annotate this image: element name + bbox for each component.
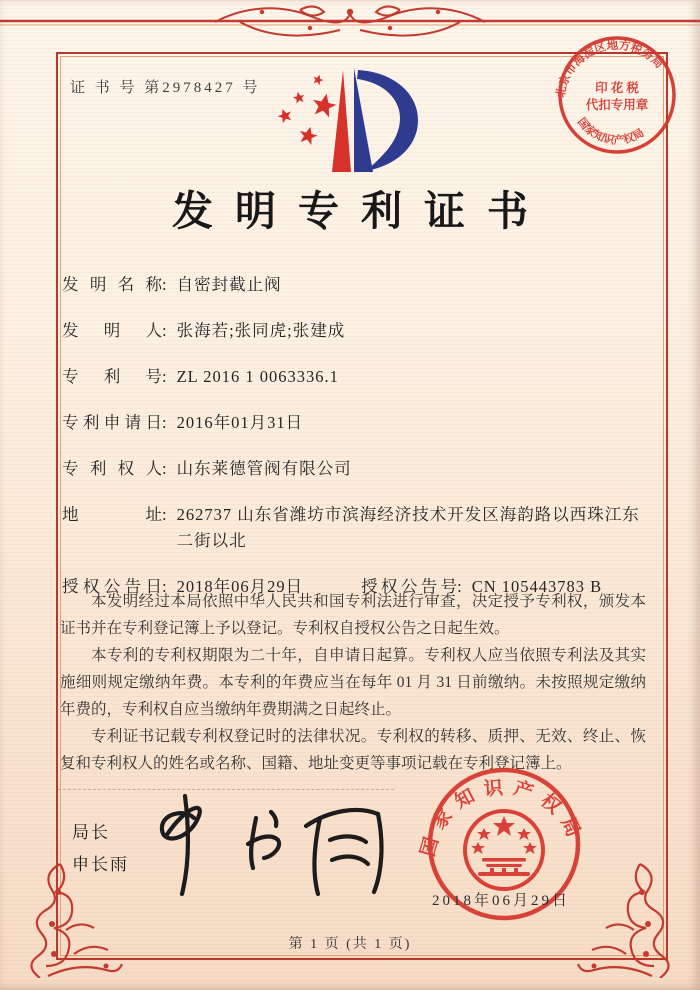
director-name: 申长雨 (72, 855, 129, 874)
director-block (72, 817, 129, 881)
tax-stamp-seal (552, 30, 682, 160)
cnipa-logo-icon (272, 58, 432, 180)
tax-seal-center-line2: 代扣专用章 (585, 98, 649, 112)
legal-paragraph-2: 本专利的专利权期限为二十年，自申请日起算。专利权人应当依照专利法及其实施细则规定缴纳年费。本专利的年费应当在每年 01 月 31 日前缴纳。未按照规定缴纳年费的，专利权自应当缴纳年费期满之日起终止。 (60, 647, 646, 718)
field-value: 山东莱德管阀有限公司 (176, 459, 352, 478)
field-label: 发明人 (62, 321, 162, 340)
colon: : (162, 413, 167, 432)
certificate-title: 发明专利证书 (172, 188, 550, 234)
legal-text-block (60, 588, 646, 777)
legal-paragraph-3: 专利证书记载专利权登记时的法律状况。专利权的转移、质押、无效、终止、恢复和专利权人的姓名或名称、国籍、地址变更等事项记载在专利登记簿上。 (60, 728, 646, 772)
field-value: ZL 2016 1 0063336.1 (176, 367, 339, 386)
field-value: 2016年01月31日 (176, 413, 304, 432)
colon: : (162, 321, 167, 340)
field-label: 专利号 (62, 367, 162, 386)
field-value: 自密封截止阀 (176, 275, 282, 294)
grant-date-value: 2018年06月29日 (176, 577, 304, 596)
colon: : (457, 577, 462, 596)
seal-date: 2018年06月29日 (432, 893, 571, 909)
field-label: 发明名称 (62, 275, 162, 294)
field-patentee (62, 456, 662, 482)
grant-date-label: 授权公告日 (62, 577, 162, 596)
field-value: 张海若;张同虎;张建成 (176, 321, 346, 340)
field-value: 262737 山东省潍坊市滨海经济技术开发区海韵路以西珠江东二街以北 (176, 505, 640, 550)
field-label: 专利申请日 (62, 413, 162, 432)
colon: : (162, 459, 167, 478)
grant-number-label: 授权公告号 (361, 577, 458, 596)
tax-seal-ring-top-text: 北京市海淀区地方税务局 (554, 39, 665, 99)
colon: : (162, 577, 167, 596)
field-label: 地址 (62, 505, 162, 524)
director-title: 局长 (72, 823, 110, 842)
field-patent-number (62, 364, 662, 390)
colon: : (162, 367, 167, 386)
office-seal-ring-text: 国家知识产权局 (418, 777, 588, 860)
legal-paragraph-1: 本发明经过本局依照中华人民共和国专利法进行审查，决定授予专利权，颁发本证书并在专利登记簿上予以登记。专利权自授权公告之日起生效。 (60, 593, 646, 637)
certificate-number: 证 书 号 第2978427 号 (70, 80, 261, 96)
tax-seal-center-line1: 印 花 税 (595, 81, 639, 95)
director-signature-handwriting (128, 788, 398, 900)
field-inventors (62, 318, 662, 344)
svg-text:国家知识产权局 (418, 775, 588, 859)
page-footer: 第 1 页 (共 1 页) (288, 937, 412, 952)
corner-flourish-right-icon (576, 858, 686, 978)
field-filing-date (62, 410, 662, 436)
national-emblem-icon (465, 811, 543, 889)
field-list (62, 272, 662, 620)
field-label: 专利权人 (62, 459, 162, 478)
colon: : (162, 505, 167, 524)
colon: : (162, 275, 167, 294)
tax-seal-ring-bottom-text: 国家知识产权局 (574, 115, 647, 147)
grant-number-value: CN 105443783 B (471, 577, 603, 596)
field-invention-name (62, 272, 662, 298)
field-address (62, 502, 662, 554)
